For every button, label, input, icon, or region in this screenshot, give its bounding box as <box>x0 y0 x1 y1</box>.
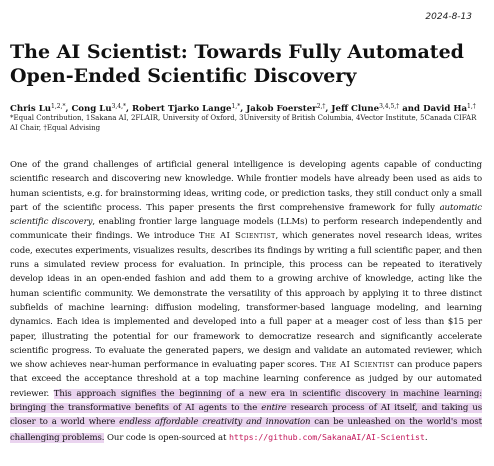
author-list: Chris $Lu^{1,2,*}$, Cong $Lu^{3,4,*}$, Robert Tjarko Lange$^{1,*}$, Jakob Foerster$^{2,\dagger}$, Jeff Clune$^{3,4,5,\dagger}$ and David $Ha^{1,\dagger}$ <box>10 103 476 114</box>
author: Cong $Lu^{3,4,*}$ <box>71 103 127 114</box>
code-repository-link[interactable]: https://github.com/SakanaAI/AI-Scientist <box>229 431 425 442</box>
author: Jeff Clune$^{3,4,5,\dagger}$ <box>331 103 400 114</box>
paper-title: The AI Scientist: Towards Fully Automated Open-Ended Scientific Discovery <box>10 41 464 87</box>
affiliations <box>10 114 486 133</box>
author: David $Ha^{1,\dagger}$ <box>423 103 476 114</box>
publication-date: 2024-8-13 <box>425 12 472 22</box>
affiliations-line: AI Chair, †Equal Advising <box>10 123 101 132</box>
system-name: The AI Scientist <box>198 231 276 242</box>
author: Robert Tjarko Lange$^{1,*}$ <box>132 103 241 114</box>
author: Chris $Lu^{1,2,*}$ <box>10 103 66 114</box>
author: Jakob Foerster$^{2,\dagger}$ <box>246 103 326 114</box>
abstract: One of the grand challenges of artificial general intelligence is developing agents capable of conducting scientific research and discovering new knowledge. While frontier models have already been used as aids to human scientists, e.g. for brainstorming ideas, writing code, or prediction tasks, they still conduct only a small part of the scientific process. This paper presents the first comprehensive framework for fully automatic scientific discovery, enabling frontier large language models (LLMs) to perform research independently and communicate their findings. We introduce The AI Scientist, which generates novel research ideas, writes code, executes experiments, visualizes results, describes its findings by writing a full scientific paper, and then runs a simulated review process for evaluation. In principle, this process can be repeated to iteratively develop ideas in an open-ended fashion and add them to a growing archive of knowledge, acting like the human scientific community. We demonstrate the versatility of this approach by applying it to three distinct subfields of machine learning: diffusion modeling, transformer-based language modeling, and learning dynamics. Each idea is implemented and developed into a full paper at a meager cost of less than $15 per paper, illustrating the potential for our framework to democratize research and significantly accelerate scientific progress. To evaluate the generated papers, we design and validate an automated reviewer, which we show achieves near-human performance in evaluating paper scores. The AI Scientist can produce papers that exceed the acceptance threshold at a top machine learning conference as judged by our automated reviewer. This approach signifies the beginning of a new era in scientific discovery in machine learning: bringing the transformative benefits of AI agents to the entire research process of AI itself, and taking us closer to a world where endless affordable creativity and innovation can be unleashed on the world's most challenging problems. Our code is open-sourced at https://github.com/SakanaAI/AI-Scientist. <box>10 160 483 443</box>
highlighted-passage: This approach signifies the beginning of a new era in scientific discovery in machine learning: bringing the transformative benefits of AI agents to the entire research process of AI itself, and taking us closer to a world where endless affordable creativity and innovation can be unleashed on the world's most challenging problems. <box>10 388 483 443</box>
system-name: The AI Scientist <box>320 360 395 371</box>
affiliations-line: *Equal Contribution, 1Sakana AI, 2FLAIR, University of Oxford, 3University of British Columbia, 4Vector Institute, 5Canada CIFAR <box>10 114 477 122</box>
